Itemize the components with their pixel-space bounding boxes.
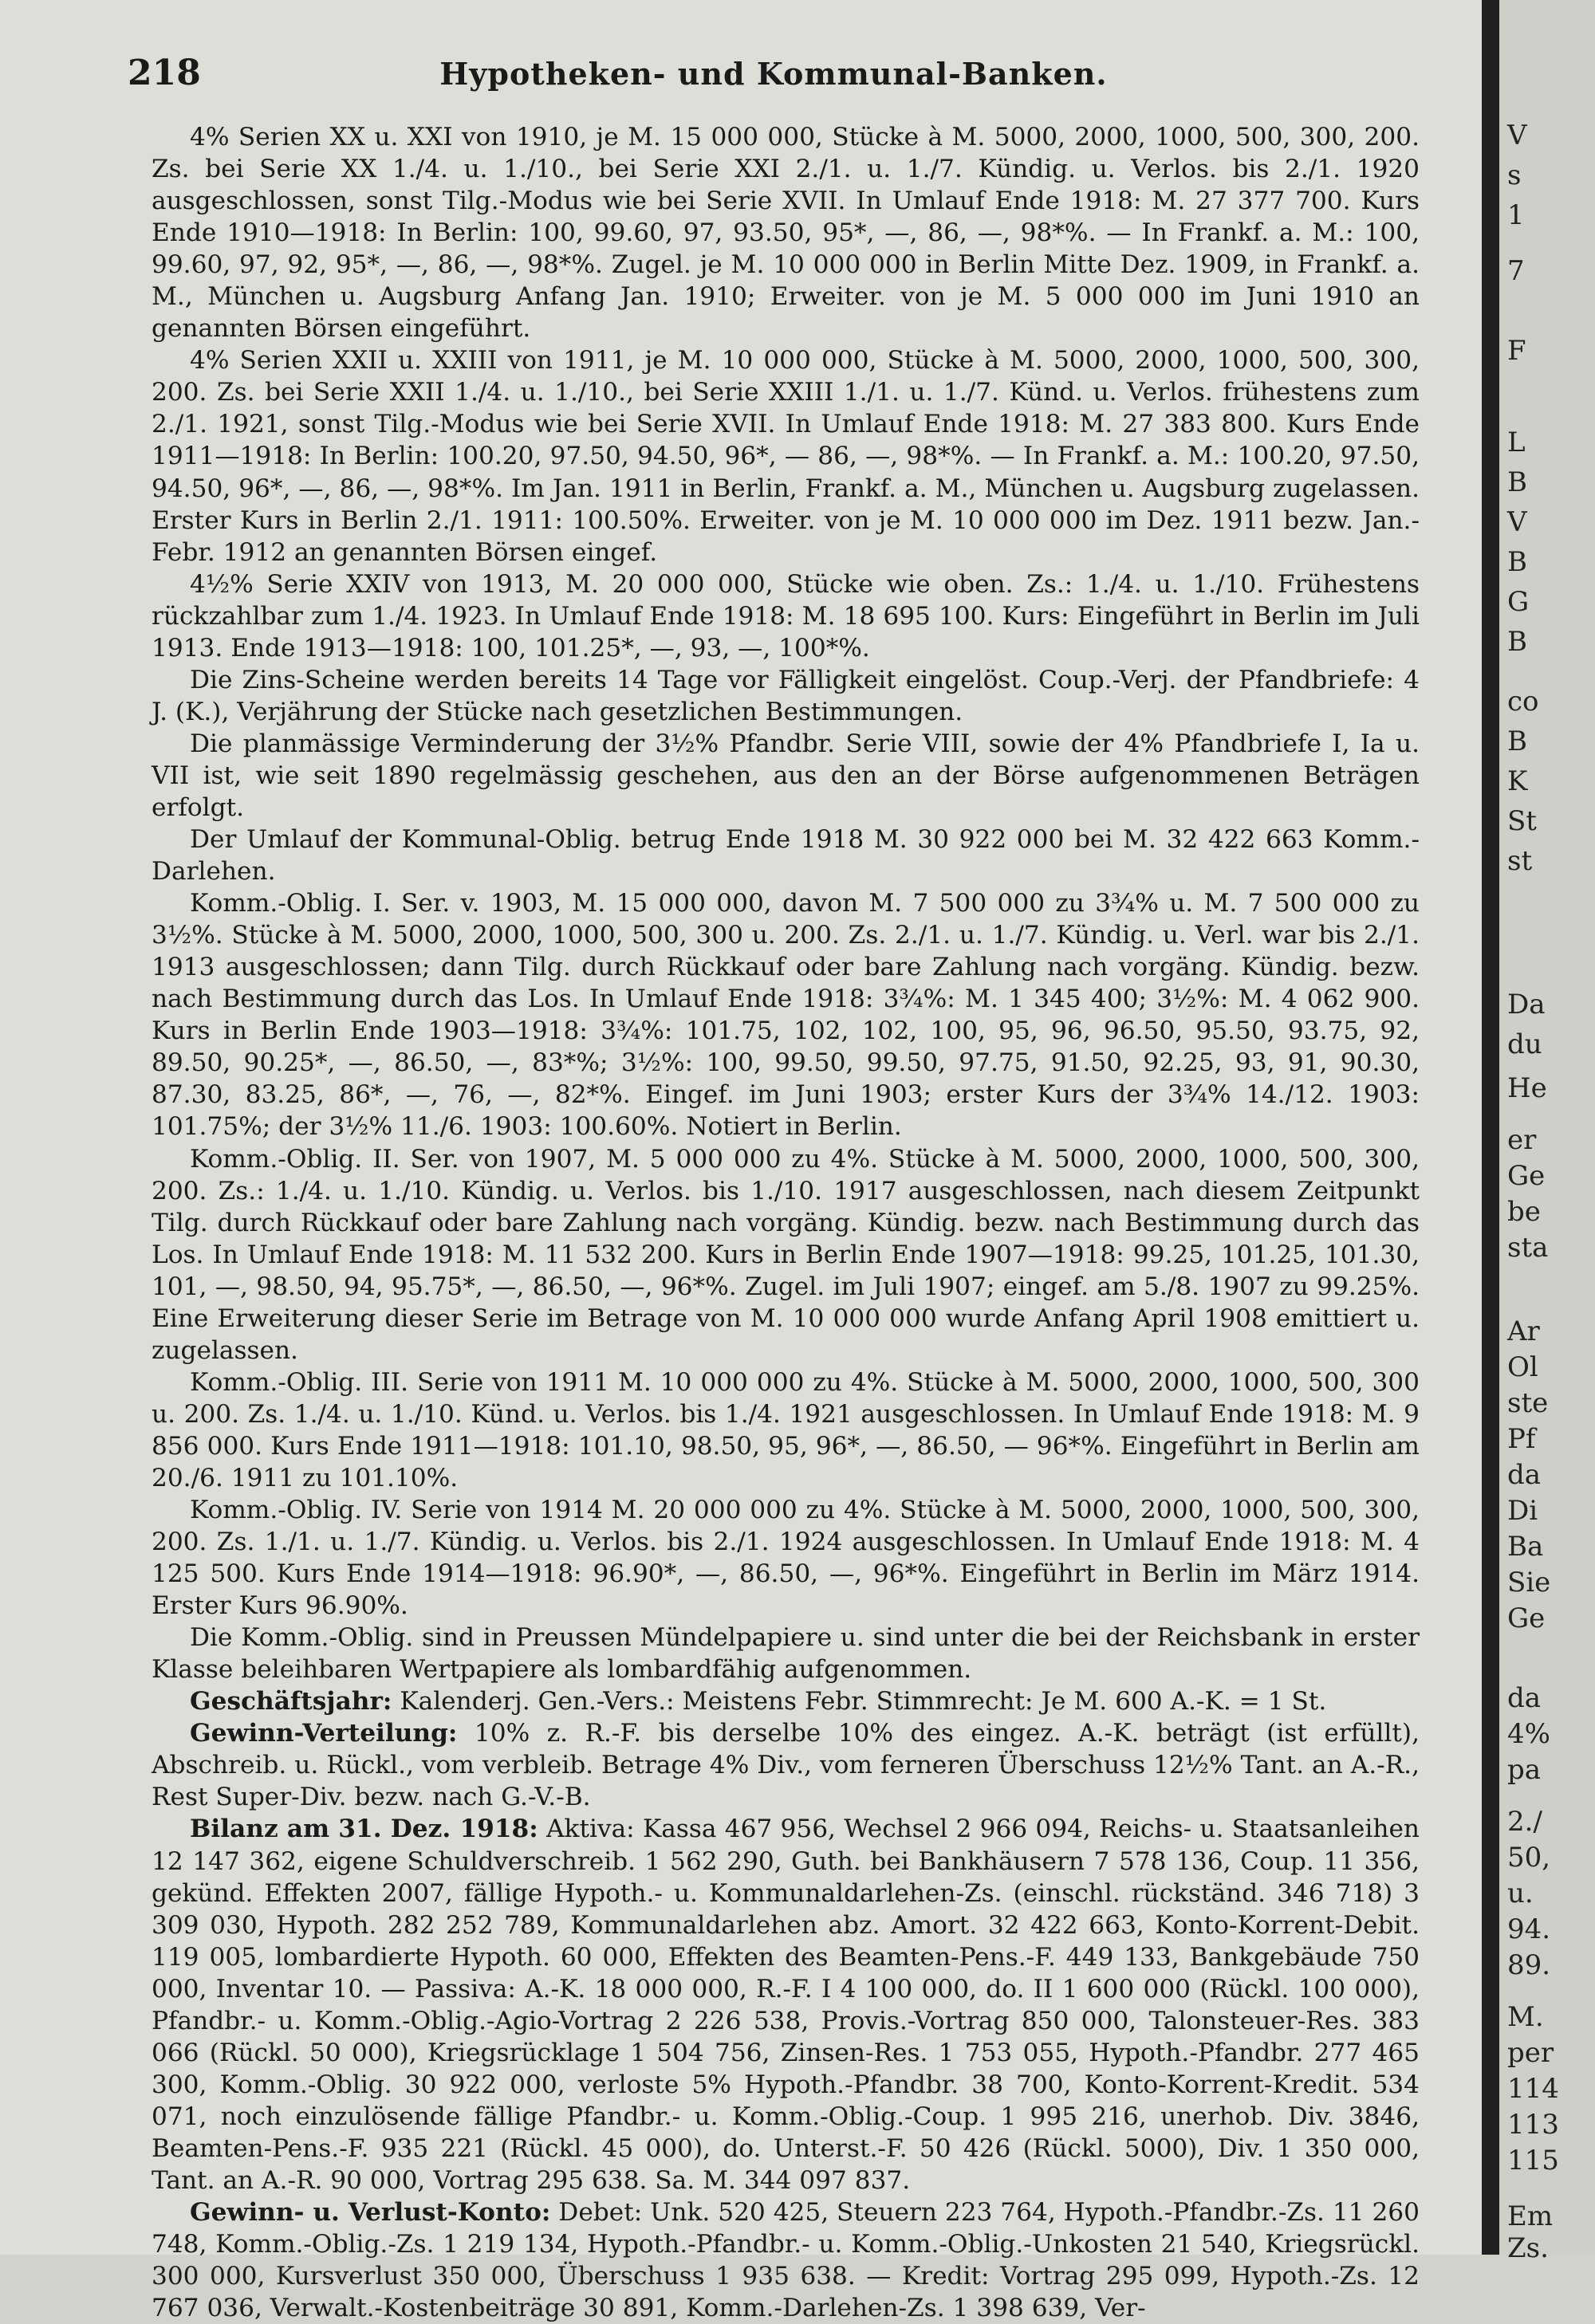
adjacent-page-fragment: da <box>1507 1682 1542 1714</box>
paragraph-serie-xxiv: 4½% Serie XXIV von 1913, M. 20 000 000, Stücke wie oben. Zs.: 1./4. u. 1./10. Frühestens rückzahlbar zum 1./4. 1923. In Umlauf Ende 1918: M. 18 695 100. Kurs: Eingeführt in Berlin im Juli 1913. Ende 1913—1918: 100, 101.25*, —, 93, —, 100*%. <box>152 569 1420 663</box>
paragraph-gewinn-verteilung: Gewinn-Verteilung: 10% z. R.-F. bis derselbe 10% des eingez. A.-K. beträgt (ist erfüllt), Abschreib. u. Rückl., vom verbleib. Betrage 4% Div., vom ferneren Überschuss 12½% Tant. an A.-R., Rest Super-Div. bezw. nach G.-V.-B. <box>152 1719 1420 1812</box>
adjacent-page-fragment: er <box>1507 1124 1537 1156</box>
adjacent-page-fragment: B <box>1507 726 1527 757</box>
adjacent-page-fragment: 114 <box>1507 2073 1559 2105</box>
adjacent-page-fragment: pa <box>1507 1754 1542 1786</box>
adjacent-page-fragment: u. <box>1507 1878 1534 1909</box>
adjacent-page-fragment: Ba <box>1507 1531 1544 1563</box>
adjacent-page-fragment: st <box>1507 845 1533 877</box>
adjacent-page-fragment: Da <box>1507 989 1546 1020</box>
adjacent-page-fragment: Ar <box>1507 1315 1540 1347</box>
paragraph-komm-oblig-i: Komm.-Oblig. I. Ser. v. 1903, M. 15 000 000, davon M. 7 500 000 zu 3¾% u. M. 7 500 000 zu 3½%. Stücke à M. 5000, 2000, 1000, 500, 300 u. 200. Zs. 2./1. u. 1./7. Kündig. u. Verl. war bis 2./1. 1913 ausgeschlossen; dann Tilg. durch Rückkauf oder bare Zahlung nach vorgäng. Kündig. bezw. nach Bestimmung durch das Los. In Umlauf Ende 1918: 3¾%: M. 1 345 400; 3½%: M. 4 062 900. Kurs in Berlin Ende 1903—1918: 3¾%: 101.75, 102, 102, 100, 95, 96, 96.50, 95.50, 93.75, 92, 89.50, 90.25*, —, 86.50, —, 83*%; 3½%: 100, 99.50, 99.50, 97.75, 91.50, 92.25, 93, 91, 90.30, 87.30, 83.25, 86*, —, 76, —, 82*%. Eingef. im Juni 1903; erster Kurs der 3¾% 14./12. 1903: 101.75%; der 3½% 11./6. 1903: 100.60%. Notiert in Berlin. <box>152 889 1420 1142</box>
page-body <box>152 121 1420 2324</box>
adjacent-page-fragment: per <box>1507 2037 1554 2069</box>
adjacent-page-fragment: Di <box>1507 1495 1538 1527</box>
paragraph-verminderung: Die planmässige Verminderung der 3½% Pfandbr. Serie VIII, sowie der 4% Pfandbriefe I, Ia u. VII ist, wie seit 1890 regelmässig geschehen, aus den an der Börse aufgenommenen Beträgen erfolgt. <box>152 729 1420 822</box>
adjacent-page-fragment: sta <box>1507 1232 1549 1264</box>
adjacent-page-fragment: 1 <box>1507 199 1525 231</box>
adjacent-page-fragment: Zs. <box>1507 2232 1549 2264</box>
adjacent-page-fragment: Ge <box>1507 1160 1546 1192</box>
adjacent-page-fragment: 115 <box>1507 2145 1559 2177</box>
paragraph-bilanz: Bilanz am 31. Dez. 1918: Aktiva: Kassa 467 956, Wechsel 2 966 094, Reichs- u. Staatsanleihen 12 147 362, eigene Schuldverschreib. 1 562 290, Guth. bei Bankhäusern 7 578 136, Coup. 11 356, gekünd. Effekten 2007, fällige Hypoth.- u. Kommunaldarlehen-Zs. (einschl. rückständ. 346 718) 3 309 030, Hypoth. 282 252 789, Kommunaldarlehen abz. Amort. 32 422 663, Konto-Korrent-Debit. 119 005, lombardierte Hypoth. 60 000, Effekten des Beamten-Pens.-F. 449 133, Bankgebäude 750 000, Inventar 10. — Passiva: A.-K. 18 000 000, R.-F. I 4 100 000, do. II 1 600 000 (Rückl. 100 000), Pfandbr.- u. Komm.-Oblig.-Agio-Vortrag 2 226 538, Provis.-Vortrag 850 000, Talonsteuer-Res. 383 066 (Rückl. 50 000), Kriegsrücklage 1 504 756, Zinsen-Res. 1 753 055, Hypoth.-Pfandbr. 277 465 300, Komm.-Oblig. 30 922 000, verloste 5% Hypoth.-Pfandbr. 38 700, Konto-Korrent-Kredit. 534 071, noch einzulösende fällige Pfandbr.- u. Komm.-Oblig.-Coup. 1 995 216, unerhob. Div. 3846, Beamten-Pens.-F. 935 221 (Rückl. 45 000), do. Unterst.-F. 50 426 (Rückl. 5000), Div. 1 350 000, Tant. an A.-R. 90 000, Vortrag 295 638. Sa. M. 344 097 837. <box>152 1815 1420 2195</box>
adjacent-page-fragment: 7 <box>1507 255 1525 287</box>
adjacent-page-fragment: B <box>1507 466 1527 498</box>
paragraph-komm-oblig-iii: Komm.-Oblig. III. Serie von 1911 M. 10 000 000 zu 4%. Stücke à M. 5000, 2000, 1000, 500, 300 u. 200. Zs. 1./4. u. 1./10. Künd. u. Verlos. bis 1./4. 1921 ausgeschlossen. In Umlauf Ende 1918: M. 9 856 000. Kurs Ende 1911—1918: 101.10, 98.50, 95, 96*, —, 86.50, — 96*%. Eingeführt in Berlin am 20./6. 1911 zu 101.10%. <box>152 1367 1420 1492</box>
adjacent-page-edge <box>1499 0 1595 2264</box>
adjacent-page-fragment: co <box>1507 686 1539 718</box>
adjacent-page-fragment: B <box>1507 626 1527 658</box>
adjacent-page-fragment: 50, <box>1507 1842 1551 1874</box>
adjacent-page-fragment: Sie <box>1507 1567 1551 1598</box>
adjacent-page-fragment: M. <box>1507 2001 1544 2033</box>
adjacent-page-fragment: G <box>1507 586 1530 618</box>
page-number: 218 <box>128 53 201 93</box>
paragraph-gewinn-verlust-konto: Gewinn- u. Verlust-Konto: Debet: Unk. 520 425, Steuern 223 764, Hypoth.-Pfandbr.-Zs. 11 260 748, Komm.-Oblig.-Zs. 1 219 134, Hypoth.-Pfandbr.- u. Komm.-Oblig.-Unkosten 21 540, Kriegsrückl. 300 000, Kursverlust 350 000, Überschuss 1 935 638. — Kredit: Vortrag 295 099, Hypoth.-Zs. 12 767 036, Verwalt.-Kostenbeiträge 30 891, Komm.-Darlehen-Zs. 1 398 639, Ver- <box>152 2198 1420 2323</box>
adjacent-page-fragment: 113 <box>1507 2109 1559 2141</box>
adjacent-page-fragment: du <box>1507 1028 1542 1060</box>
book-gutter <box>1482 0 1499 2255</box>
adjacent-page-fragment: V <box>1507 506 1527 538</box>
adjacent-page-fragment: 94. <box>1507 1913 1551 1945</box>
adjacent-page-fragment: F <box>1507 335 1526 367</box>
adjacent-page-fragment: Pf <box>1507 1423 1536 1455</box>
adjacent-page-fragment: be <box>1507 1196 1541 1228</box>
adjacent-page-fragment: s <box>1507 159 1522 191</box>
adjacent-page-fragment: Ge <box>1507 1602 1546 1634</box>
adjacent-page-fragment: V <box>1507 120 1527 151</box>
adjacent-page-fragment: Ol <box>1507 1351 1538 1383</box>
paragraph-geschaeftsjahr: Geschäftsjahr: Kalenderj. Gen.-Vers.: Meistens Febr. Stimmrecht: Je M. 600 A.-K. = 1 St. <box>190 1687 1327 1716</box>
adjacent-page-fragment: ste <box>1507 1387 1549 1419</box>
adjacent-page-fragment: 89. <box>1507 1949 1551 1981</box>
running-title: Hypotheken- und Kommunal-Banken. <box>439 56 1108 92</box>
paragraph-muendelpapiere: Die Komm.-Oblig. sind in Preussen Mündelpapiere u. sind unter die bei der Reichsbank in erster Klasse beleihbaren Wertpapiere als lombardfähig aufgenommen. <box>152 1623 1420 1685</box>
adjacent-page-fragment: L <box>1507 427 1526 458</box>
adjacent-page-fragment: Em <box>1507 2200 1554 2232</box>
paragraph-komm-oblig-ii: Komm.-Oblig. II. Ser. von 1907, M. 5 000 000 zu 4%. Stücke à M. 5000, 2000, 1000, 500, 300, 200. Zs.: 1./4. u. 1./10. Kündig. u. Verlos. bis 1./10. 1917 ausgeschlossen, nach diesem Zeitpunkt Tilg. durch Rückkauf oder bare Zahlung nach vorgäng. Kündig. bezw. nach Bestimmung durch das Los. In Umlauf Ende 1918: M. 11 532 200. Kurs in Berlin Ende 1907—1918: 99.25, 101.25, 101.30, 101, —, 98.50, 94, 95.75*, —, 86.50, —, 96*%. Zugel. im Juli 1907; eingef. am 5./8. 1907 zu 99.25%. Eine Erweiterung dieser Serie im Betrage von M. 10 000 000 wurde Anfang April 1908 emittiert u. zugelassen. <box>152 1144 1420 1365</box>
adjacent-page-fragment: He <box>1507 1072 1547 1104</box>
adjacent-page-fragment: St <box>1507 805 1537 837</box>
adjacent-page-fragment: B <box>1507 546 1527 578</box>
adjacent-page-fragment: K <box>1507 765 1528 797</box>
adjacent-page-fragment: 2./ <box>1507 1806 1542 1838</box>
adjacent-page-fragment: da <box>1507 1459 1542 1491</box>
paragraph-komm-oblig-iv: Komm.-Oblig. IV. Serie von 1914 M. 20 000 000 zu 4%. Stücke à M. 5000, 2000, 1000, 500, 300, 200. Zs. 1./1. u. 1./7. Kündig. u. Verlos. bis 2./1. 1924 ausgeschlossen. In Umlauf Ende 1918: M. 4 125 500. Kurs Ende 1914—1918: 96.90*, —, 86.50, —, 96*%. Eingeführt in Berlin im März 1914. Erster Kurs 96.90%. <box>152 1496 1420 1621</box>
paragraph-serien-xx-xxi: 4% Serien XX u. XXI von 1910, je M. 15 000 000, Stücke à M. 5000, 2000, 1000, 500, 300, 200. Zs. bei Serie XX 1./4. u. 1./10., bei Serie XXI 2./1. u. 1./7. Kündig. u. Verlos. bis 2./1. 1920 ausgeschlossen, sonst Tilg.-Modus wie bei Serie XVII. In Umlauf Ende 1918: M. 27 377 700. Kurs Ende 1910—1918: In Berlin: 100, 99.60, 97, 93.50, 95*, —, 86, —, 98*%. — In Frankf. a. M.: 100, 99.60, 97, 92, 95*, —, 86, —, 98*%. Zugel. je M. 10 000 000 in Berlin Mitte Dez. 1909, in Frankf. a. M., München u. Augsburg Anfang Jan. 1910; Erweiter. von je M. 5 000 000 im Juni 1910 an genannten Börsen eingeführt. <box>152 123 1420 344</box>
paragraph-zins-scheine: Die Zins-Scheine werden bereits 14 Tage vor Fälligkeit eingelöst. Coup.-Verj. der Pfandbriefe: 4 J. (K.), Verjährung der Stücke nach gesetzlichen Bestimmungen. <box>152 665 1420 726</box>
paragraph-serien-xxii-xxiii: 4% Serien XXII u. XXIII von 1911, je M. 10 000 000, Stücke à M. 5000, 2000, 1000, 500, 300, 200. Zs. bei Serie XXII 1./4. u. 1./10., bei Serie XXIII 1./1. u. 1./7. Künd. u. Verlos. frühestens zum 2./1. 1921, sonst Tilg.-Modus wie bei Serie XVII. In Umlauf Ende 1918: M. 27 383 800. Kurs Ende 1911—1918: In Berlin: 100.20, 97.50, 94.50, 96*, — 86, —, 98*%. — In Frankf. a. M.: 100.20, 97.50, 94.50, 96*, —, 86, —, 98*%. Im Jan. 1911 in Berlin, Frankf. a. M., München u. Augsburg zugelassen. Erster Kurs in Berlin 2./1. 1911: 100.50%. Erweiter. von je M. 10 000 000 im Dez. 1911 bezw. Jan.-Febr. 1912 an genannten Börsen eingef. <box>152 346 1420 567</box>
adjacent-page-fragment: 4% <box>1507 1718 1550 1750</box>
paragraph-kommunal-umlauf: Der Umlauf der Kommunal-Oblig. betrug Ende 1918 M. 30 922 000 bei M. 32 422 663 Komm.-Darlehen. <box>152 825 1420 887</box>
page-header <box>128 53 1420 97</box>
